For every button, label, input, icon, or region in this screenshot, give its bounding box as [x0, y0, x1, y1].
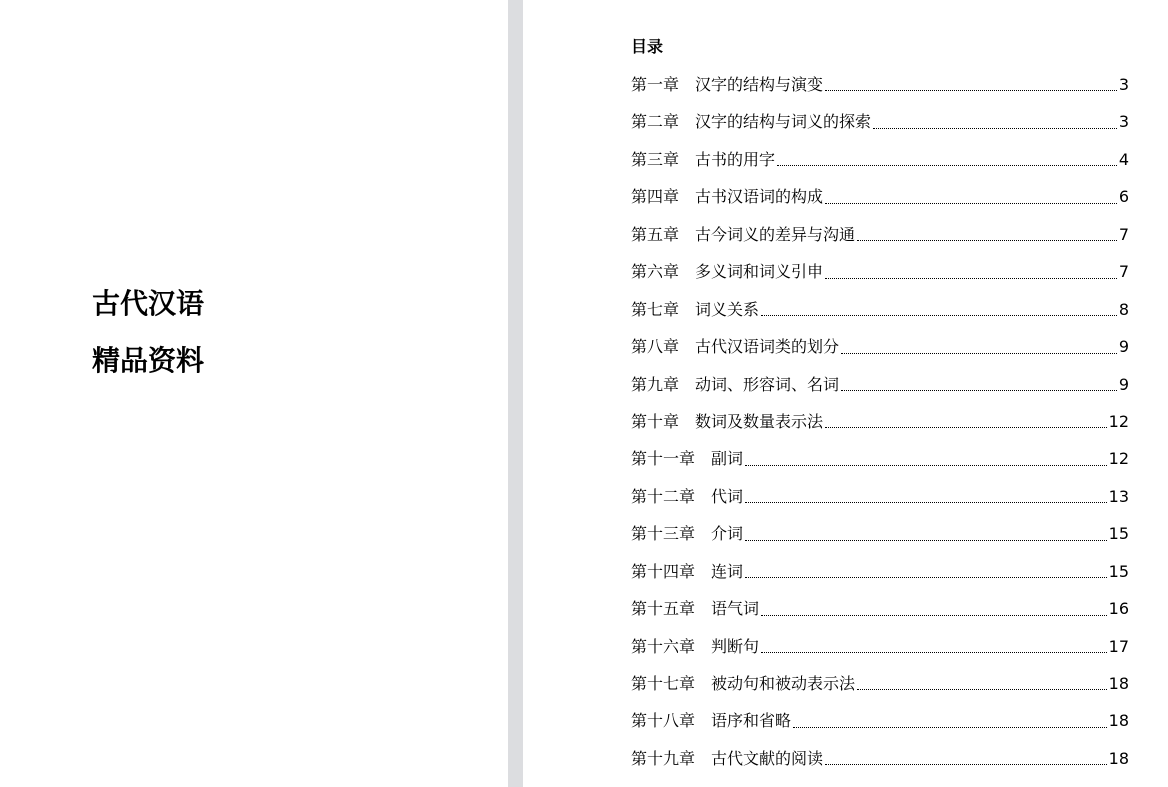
- toc-chapter-title: 动词、形容词、名词: [695, 374, 840, 394]
- toc-chapter-title: 数词及数量表示法: [695, 411, 824, 431]
- toc-chapter-number: 第五章: [631, 224, 680, 244]
- toc-page-number: 15: [1108, 561, 1129, 581]
- toc-dot-leader: [761, 652, 1107, 653]
- toc-chapter-title: 介词: [711, 524, 744, 544]
- toc-chapter-number: 第九章: [631, 374, 680, 394]
- toc-chapter-title: 古代文献的阅读: [711, 748, 824, 768]
- toc-dot-leader: [777, 165, 1117, 166]
- toc-entry[interactable]: [631, 740, 1129, 777]
- toc-page-number: 12: [1108, 449, 1129, 469]
- toc-page-number: 3: [1118, 112, 1129, 132]
- toc-entry[interactable]: [631, 590, 1129, 627]
- toc-dot-leader: [857, 240, 1117, 241]
- toc-page: [523, 0, 1168, 787]
- toc-entry[interactable]: [631, 291, 1129, 328]
- cover-page: [0, 0, 508, 787]
- toc-chapter-title: 副词: [711, 449, 744, 469]
- toc-dot-leader: [793, 727, 1107, 728]
- toc-chapter-title: 汉字的结构与演变: [695, 75, 824, 94]
- toc-chapter-title: 古代汉语词类的划分: [695, 337, 840, 357]
- toc-dot-leader: [825, 764, 1107, 765]
- toc-entry[interactable]: [631, 366, 1129, 403]
- toc-dot-leader: [857, 689, 1107, 690]
- page-gutter: [508, 0, 523, 787]
- toc-entry[interactable]: [631, 103, 1129, 140]
- toc-dot-leader: [745, 502, 1107, 503]
- toc-chapter-title: 语序和省略: [711, 711, 792, 731]
- toc-chapter-number: 第十四章: [631, 561, 696, 581]
- toc-entry[interactable]: [631, 66, 1129, 103]
- toc-page-number: 9: [1118, 337, 1129, 357]
- toc-heading: 目录: [631, 37, 664, 56]
- toc-chapter-title: 判断句: [711, 636, 760, 656]
- toc-dot-leader: [745, 465, 1107, 466]
- toc-page-number: 18: [1108, 711, 1129, 731]
- toc-chapter-title: 连词: [711, 561, 744, 581]
- toc-page-number: 7: [1118, 262, 1129, 282]
- toc-dot-leader: [841, 353, 1117, 354]
- toc-page-number: 18: [1108, 748, 1129, 768]
- toc-page-number: 13: [1108, 486, 1129, 506]
- toc-chapter-number: 第十八章: [631, 711, 696, 731]
- toc-chapter-number: 第六章: [631, 262, 680, 282]
- toc-entry[interactable]: [631, 141, 1129, 178]
- toc-dot-leader: [841, 390, 1117, 391]
- toc-page-number: 15: [1108, 524, 1129, 544]
- toc-entry[interactable]: [631, 403, 1129, 440]
- toc-page-number: 17: [1108, 636, 1129, 656]
- toc-entry[interactable]: [631, 328, 1129, 365]
- toc-page-number: 12: [1108, 411, 1129, 431]
- toc-list: [631, 66, 1129, 777]
- toc-chapter-title: 代词: [711, 486, 744, 506]
- toc-chapter-number: 第十一章: [631, 449, 696, 469]
- toc-chapter-number: 第十三章: [631, 524, 696, 544]
- cover-title: 古代汉语: [92, 287, 205, 320]
- toc-chapter-title: 古书的用字: [695, 149, 776, 169]
- toc-dot-leader: [825, 90, 1117, 91]
- toc-chapter-number: 第十五章: [631, 599, 696, 619]
- toc-chapter-number: 第三章: [631, 149, 680, 169]
- toc-dot-leader: [745, 577, 1107, 578]
- toc-chapter-number: 第十二章: [631, 486, 696, 506]
- toc-dot-leader: [761, 615, 1107, 616]
- toc-entry[interactable]: [631, 665, 1129, 702]
- toc-chapter-title: 词义关系: [695, 299, 760, 319]
- toc-chapter-title: 古今词义的差异与沟通: [695, 224, 856, 244]
- toc-chapter-number: 第十七章: [631, 674, 696, 693]
- toc-entry[interactable]: [631, 628, 1129, 665]
- toc-entry[interactable]: [631, 253, 1129, 290]
- toc-chapter-number: 第二章: [631, 112, 680, 132]
- toc-entry[interactable]: [631, 478, 1129, 515]
- toc-chapter-title: 被动句和被动表示法: [711, 674, 856, 693]
- toc-chapter-number: 第七章: [631, 299, 680, 319]
- cover-subtitle: 精品资料: [92, 344, 205, 377]
- toc-entry[interactable]: [631, 178, 1129, 215]
- toc-entry[interactable]: [631, 702, 1129, 739]
- toc-chapter-title: 汉字的结构与词义的探索: [695, 112, 872, 132]
- toc-dot-leader: [761, 315, 1117, 316]
- toc-page-number: 4: [1118, 149, 1129, 169]
- toc-dot-leader: [873, 128, 1117, 129]
- toc-entry[interactable]: [631, 553, 1129, 590]
- toc-dot-leader: [825, 427, 1107, 428]
- toc-page-number: 8: [1118, 299, 1129, 319]
- toc-page-number: 6: [1118, 187, 1129, 207]
- toc-page-number: 7: [1118, 224, 1129, 244]
- toc-page-number: 3: [1118, 75, 1129, 94]
- toc-chapter-number: 第一章: [631, 75, 680, 94]
- toc-dot-leader: [745, 540, 1107, 541]
- toc-chapter-title: 古书汉语词的构成: [695, 187, 824, 207]
- toc-chapter-title: 语气词: [711, 599, 760, 619]
- toc-chapter-number: 第十章: [631, 411, 680, 431]
- toc-page-number: 9: [1118, 374, 1129, 394]
- toc-entry[interactable]: [631, 440, 1129, 477]
- toc-dot-leader: [825, 278, 1117, 279]
- toc-chapter-number: 第十六章: [631, 636, 696, 656]
- toc-dot-leader: [825, 203, 1117, 204]
- toc-page-number: 18: [1108, 674, 1129, 693]
- toc-entry[interactable]: [631, 216, 1129, 253]
- toc-chapter-number: 第十九章: [631, 748, 696, 768]
- toc-entry[interactable]: [631, 515, 1129, 552]
- toc-page-number: 16: [1108, 599, 1129, 619]
- toc-chapter-number: 第四章: [631, 187, 680, 207]
- toc-chapter-number: 第八章: [631, 337, 680, 357]
- toc-chapter-title: 多义词和词义引申: [695, 262, 824, 282]
